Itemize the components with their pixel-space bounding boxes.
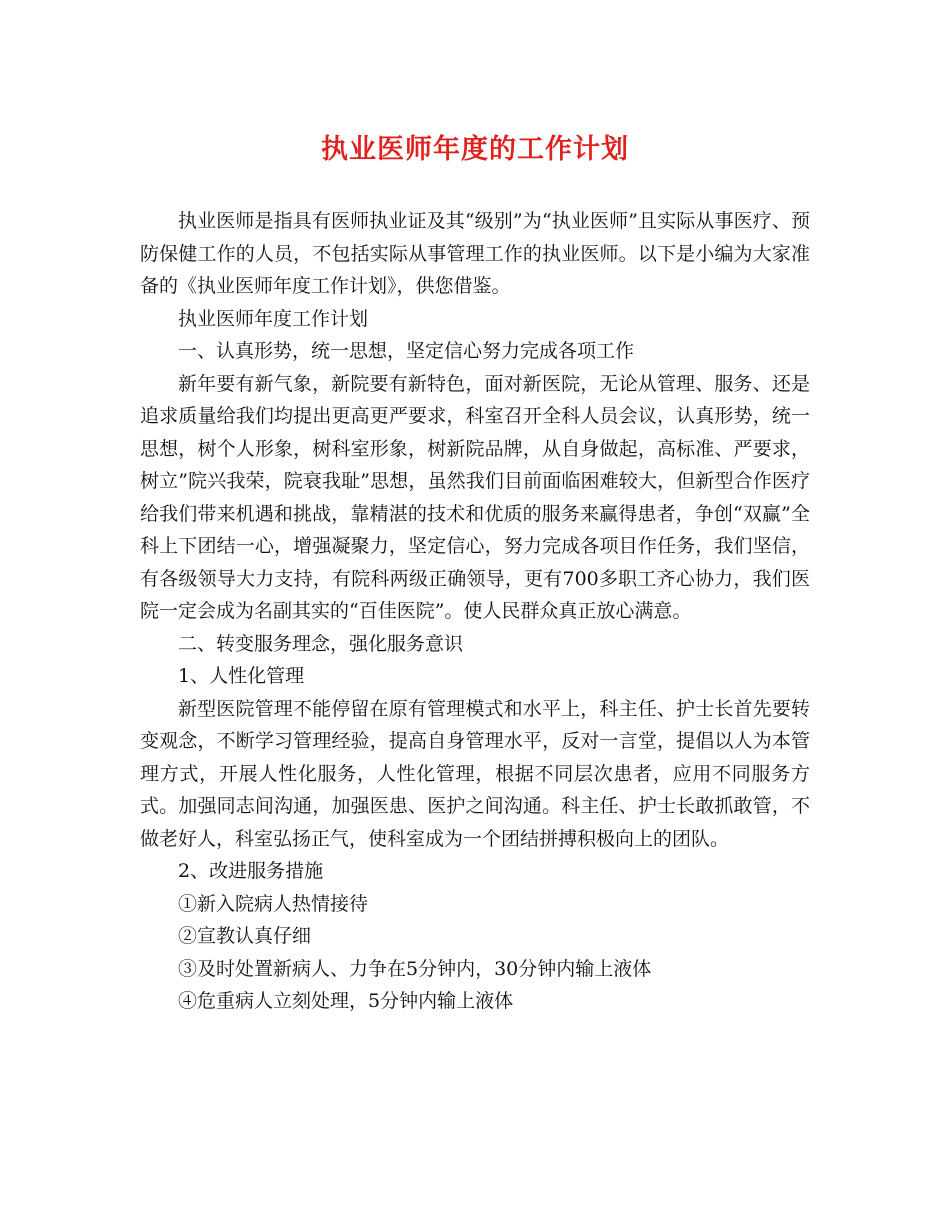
- subsection-heading-1: 1、人性化管理: [178, 665, 305, 687]
- plan-subtitle: 执业医师年度工作计划: [178, 307, 369, 330]
- section-heading-1: 一、认真形势，统一思想，坚定信心努力完成各项工作: [178, 340, 635, 362]
- section-heading-2: 二、转变服务理念，强化服务意识: [178, 632, 464, 655]
- subsection-1-paragraph: 新型医院管理不能停留在原有管理模式和水平上，科主任、护士长首先要转变观念，不断学习管理经验，提高自身管理水平，反对一言堂，提倡以人为本管理方式，开展人性化服务，人性化管理，根据不同层次患者，应用不同服务方式。加强同志间沟通，加强医患、医护之间沟通。科主任、护士长敢抓敢管，不做老好人，科室弘扬正气，使科室成为一个团结拼搏积极向上的团队。: [140, 697, 810, 850]
- list-item: ③及时处置新病人、力争在5分钟内，30分钟内输上液体: [178, 957, 652, 980]
- list-item: ①新入院病人热情接待: [178, 892, 369, 915]
- section-1-paragraph: 新年要有新气象，新院要有新特色，面对新医院，无论从管理、服务、还是追求质量给我们均提出更高更严要求，科室召开全科人员会议，认真形势，统一思想，树个人形象，树科室形象，树新院品牌，从自身做起，高标准、严要求，树立”院兴我荣，院衰我耻”思想，虽然我们目前面临困难较大，但新型合作医疗给我们带来机遇和挑战，靠精湛的技术和优质的服务来赢得患者，争创“双赢”全科上下团结一心，增强凝聚力，坚定信心，努力完成各项目作任务，我们坚信，有各级领导大力支持，有院科两级正确领导，更有700多职工齐心协力，我们医院一定会成为名副其实的“百佳医院”。使人民群众真正放心满意。: [140, 372, 810, 622]
- list-item: ④危重病人立刻处理，5分钟内输上液体: [178, 990, 514, 1012]
- document-body: [140, 205, 810, 1018]
- document-title: 执业医师年度的工作计划: [321, 134, 629, 165]
- list-item: ②宣教认真仔细: [178, 925, 312, 947]
- subsection-heading-2: 2、改进服务措施: [178, 860, 324, 882]
- intro-paragraph: 执业医师是指具有医师执业证及其“级别”为“执业医师”且实际从事医疗、预防保健工作的人员，不包括实际从事管理工作的执业医师。以下是小编为大家准备的《执业医师年度工作计划》，供您借鉴。: [140, 210, 810, 297]
